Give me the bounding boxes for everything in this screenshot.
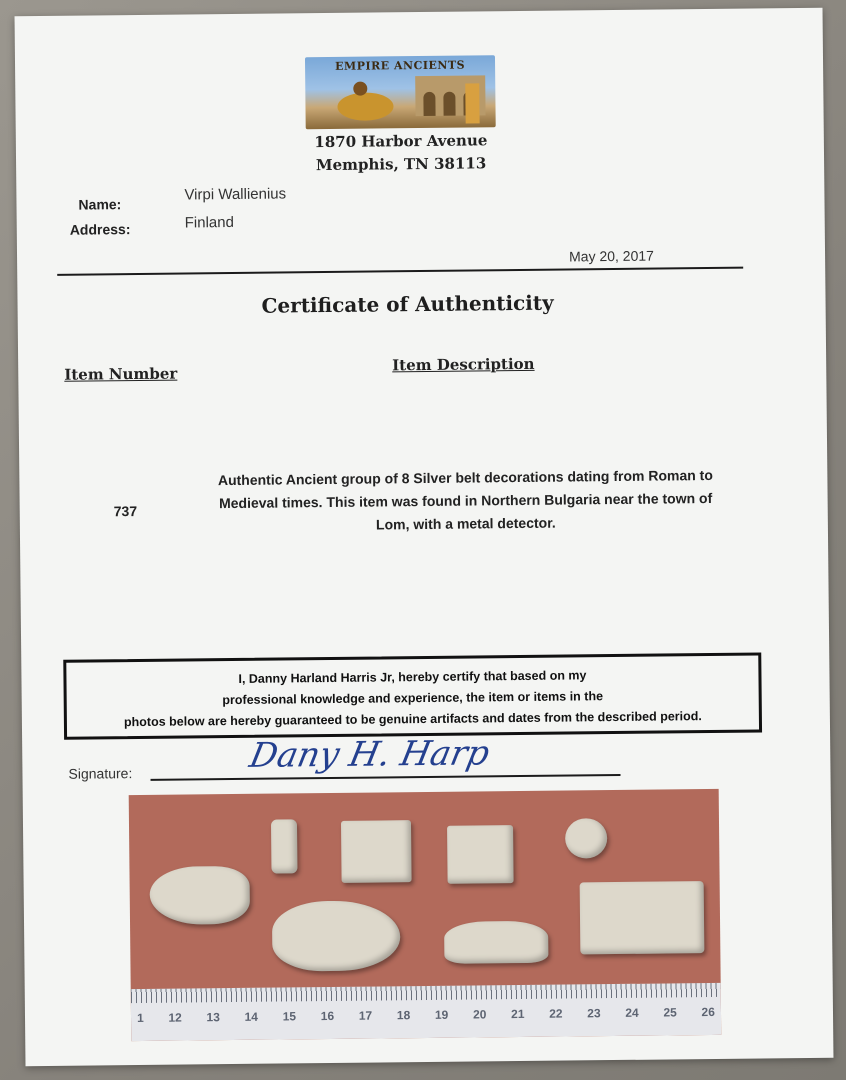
certification-box bbox=[63, 652, 762, 739]
signature-line bbox=[151, 774, 621, 780]
ruler-number: 24 bbox=[625, 1005, 639, 1020]
ruler-number: 19 bbox=[434, 1007, 449, 1022]
artifacts-photo bbox=[129, 789, 722, 1041]
item-number-value: 737 bbox=[113, 503, 138, 520]
ruler-number: 23 bbox=[587, 1006, 601, 1021]
certification-line: I, Danny Harland Harris Jr, hereby certify that based on my bbox=[238, 668, 587, 686]
square-openwork-plaque bbox=[341, 820, 412, 883]
leaf-belt-decoration bbox=[149, 866, 250, 925]
certification-statement bbox=[66, 664, 759, 734]
round-pendant bbox=[565, 818, 607, 858]
company-address-line1: 1870 Harbor Avenue bbox=[314, 131, 488, 152]
ruler-numbers bbox=[131, 1005, 721, 1025]
rectangular-plaque bbox=[447, 825, 514, 884]
item-description-header: Item Description bbox=[392, 354, 535, 375]
ruler-number: 12 bbox=[168, 1010, 182, 1025]
signature-label: Signature: bbox=[68, 765, 133, 782]
ruler-number: 16 bbox=[320, 1008, 335, 1024]
ruler-number: 15 bbox=[282, 1009, 297, 1024]
ruler-number: 1 bbox=[136, 1010, 144, 1026]
certificate-date: May 20, 2017 bbox=[568, 247, 654, 265]
item-description-line: Lom, with a metal detector. bbox=[375, 514, 556, 533]
item-description-line: Medieval times. This item was found in Northern Bulgaria near the town of bbox=[218, 489, 713, 512]
chevron-mount bbox=[444, 921, 548, 964]
logo-illustration bbox=[305, 55, 496, 129]
logo-text: EMPIRE ANCIENTS bbox=[335, 58, 466, 73]
name-label: Name: bbox=[78, 196, 122, 213]
certificate-title: Certificate of Authenticity bbox=[261, 290, 554, 318]
ruler-number: 14 bbox=[244, 1009, 259, 1024]
ruler-number: 21 bbox=[511, 1006, 525, 1022]
item-description bbox=[175, 464, 756, 539]
ruler-number: 18 bbox=[396, 1008, 411, 1023]
handwritten-signature: Dany H. Harp bbox=[246, 733, 493, 776]
ruler-number: 13 bbox=[206, 1010, 220, 1025]
measuring-ruler bbox=[131, 983, 722, 1041]
item-number-header: Item Number bbox=[64, 364, 178, 384]
ruler-number: 26 bbox=[701, 1004, 715, 1020]
ruler-number: 17 bbox=[358, 1008, 373, 1023]
address-value: Finland bbox=[184, 213, 234, 232]
item-description-line: Authentic Ancient group of 8 Silver belt decorations dating from Roman to bbox=[217, 466, 713, 489]
company-address-line2: Memphis, TN 38113 bbox=[315, 154, 487, 175]
logo-gladiator bbox=[465, 83, 479, 123]
address-label: Address: bbox=[69, 221, 131, 238]
tube-belt-decoration bbox=[271, 819, 298, 873]
ruler-number: 25 bbox=[663, 1005, 677, 1020]
ruler-number: 22 bbox=[549, 1006, 563, 1021]
header-divider bbox=[57, 267, 743, 276]
ruler-ticks bbox=[131, 983, 721, 1003]
certification-line: photos below are hereby guaranteed to be genuine artifacts and dates from the described period. bbox=[123, 709, 702, 730]
oval-mount bbox=[272, 900, 401, 971]
logo-horse bbox=[337, 92, 393, 121]
name-value: Virpi Wallienius bbox=[184, 185, 287, 204]
certification-line: professional knowledge and experience, the item or items in the bbox=[222, 689, 604, 708]
ruler-number: 20 bbox=[472, 1007, 487, 1022]
floral-strap-end bbox=[580, 881, 705, 954]
company-logo bbox=[305, 55, 496, 129]
certificate-paper bbox=[15, 8, 834, 1066]
